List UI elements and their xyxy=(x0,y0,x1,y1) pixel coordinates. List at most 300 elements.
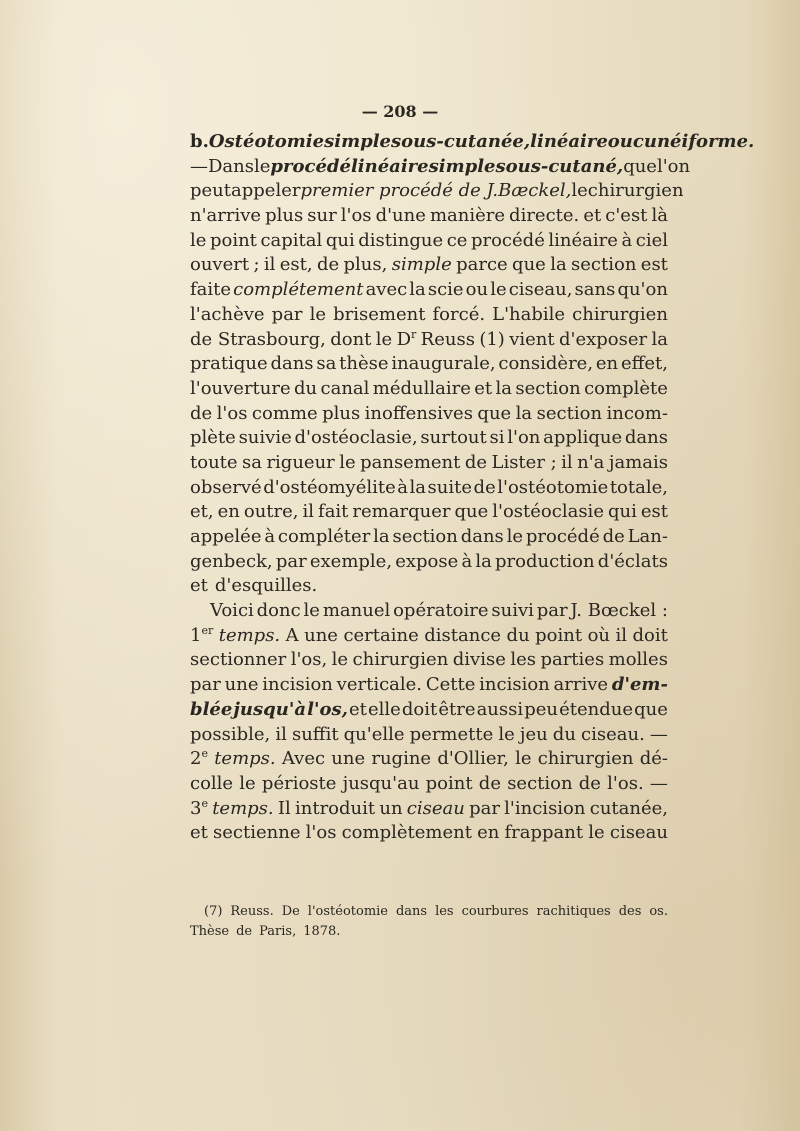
word xyxy=(410,723,494,748)
word-text: qui xyxy=(325,229,355,251)
word xyxy=(190,402,212,427)
word xyxy=(291,648,328,673)
word xyxy=(303,500,315,525)
word xyxy=(366,278,408,303)
word-text: en xyxy=(477,822,500,844)
word xyxy=(373,377,471,402)
word-text: Il xyxy=(277,797,291,819)
word-text: d'exposer xyxy=(558,328,648,350)
word xyxy=(596,352,618,377)
word-text: point xyxy=(209,229,257,251)
word-text: considère, xyxy=(498,353,594,375)
word xyxy=(540,648,604,673)
word xyxy=(295,797,375,822)
word-text: chirurgien xyxy=(572,303,668,325)
word xyxy=(651,328,668,353)
word xyxy=(244,500,299,525)
word-text: colle xyxy=(190,772,234,794)
word-text: d'une xyxy=(375,205,426,227)
line-17 xyxy=(190,525,668,550)
word xyxy=(616,624,628,649)
word xyxy=(253,253,259,278)
word xyxy=(263,476,396,501)
word xyxy=(306,821,337,846)
word xyxy=(650,723,668,748)
word xyxy=(583,204,601,229)
word xyxy=(391,130,530,155)
word xyxy=(571,179,587,204)
word-text: sectienne xyxy=(213,822,301,844)
word-text: Bæckel, xyxy=(498,180,572,202)
word xyxy=(561,451,573,476)
word xyxy=(438,698,475,723)
word-text: 2 xyxy=(190,748,202,770)
word-text: appelée xyxy=(190,526,262,547)
word xyxy=(190,922,229,942)
word xyxy=(634,698,668,723)
word-text: le xyxy=(190,229,207,251)
word-text: Cette xyxy=(425,674,476,696)
word xyxy=(479,772,501,797)
word xyxy=(190,328,326,353)
word xyxy=(317,253,339,278)
word-text: ciseau xyxy=(406,797,465,819)
word xyxy=(490,426,505,451)
word-text: Thèse xyxy=(190,924,230,939)
word xyxy=(396,902,427,922)
word xyxy=(430,204,505,229)
word xyxy=(461,525,504,550)
word xyxy=(490,278,506,303)
word-text: l'ostéoclasie xyxy=(492,501,604,523)
word-text: que xyxy=(634,698,668,720)
word-text: Dans xyxy=(208,155,254,177)
word xyxy=(509,328,554,353)
word xyxy=(190,377,291,402)
word-text: l'achève xyxy=(190,303,265,325)
word xyxy=(465,451,487,476)
word xyxy=(530,130,608,155)
word-text: du xyxy=(506,624,530,646)
word xyxy=(492,500,604,525)
word-text: le xyxy=(571,180,588,202)
word-text: sur xyxy=(307,205,337,227)
word-text: qui xyxy=(607,501,637,523)
word xyxy=(650,772,668,797)
word xyxy=(584,377,668,402)
word xyxy=(264,253,276,278)
word-text: plus xyxy=(322,402,361,424)
word xyxy=(537,402,602,427)
word xyxy=(588,179,684,204)
word-text: divise xyxy=(452,649,506,671)
word-text: donc xyxy=(256,600,301,622)
word xyxy=(294,426,417,451)
word xyxy=(477,402,511,427)
line-02 xyxy=(190,155,691,180)
line-15 xyxy=(190,476,668,501)
word-text: linéaire xyxy=(530,131,608,152)
line-04 xyxy=(190,204,668,229)
word-text: où xyxy=(587,624,611,646)
line-16 xyxy=(190,500,668,525)
word xyxy=(292,723,339,748)
word-text: pansement xyxy=(360,451,461,473)
word xyxy=(190,525,262,550)
word xyxy=(537,599,568,624)
word xyxy=(543,426,622,451)
word xyxy=(321,377,370,402)
word-text: possible, xyxy=(190,723,271,745)
word-text: chirurgien xyxy=(537,748,634,770)
word-text: que xyxy=(477,402,512,424)
word xyxy=(323,599,390,624)
word-text: n'arrive xyxy=(190,205,262,227)
word-text: complète xyxy=(584,377,668,399)
word xyxy=(262,673,333,698)
superscript: er xyxy=(201,623,214,637)
word xyxy=(491,451,556,476)
word xyxy=(318,500,348,525)
word xyxy=(453,648,506,673)
word xyxy=(264,525,275,550)
word-text: que xyxy=(454,501,489,523)
word xyxy=(304,599,320,624)
word-text: avec xyxy=(365,279,408,301)
word-text: de xyxy=(464,451,488,473)
word-text: canal xyxy=(320,377,370,399)
word xyxy=(341,204,372,229)
word-text: directe. xyxy=(509,205,580,227)
word xyxy=(395,550,458,575)
superscript: e xyxy=(201,747,208,761)
footnote xyxy=(190,902,668,942)
word-text: qu'on xyxy=(617,279,668,301)
word xyxy=(270,155,351,180)
word xyxy=(537,902,611,922)
word xyxy=(332,648,348,673)
word xyxy=(190,797,208,822)
word xyxy=(331,747,365,772)
word-text: l'os xyxy=(216,402,248,424)
word xyxy=(209,130,324,155)
word-text: dont xyxy=(330,328,372,350)
word xyxy=(575,278,616,303)
word-text: complètement xyxy=(341,822,472,844)
word-text: jeu xyxy=(519,723,548,745)
word xyxy=(609,648,668,673)
word xyxy=(242,451,262,476)
line-20 xyxy=(190,599,668,624)
word xyxy=(572,303,668,328)
word-text: sans xyxy=(574,279,616,301)
word-text: la xyxy=(515,402,533,424)
word-text: distance xyxy=(424,624,502,646)
word xyxy=(426,772,473,797)
word xyxy=(260,229,322,254)
word-text: plus xyxy=(265,205,304,227)
word xyxy=(447,229,468,254)
line-09 xyxy=(190,328,668,353)
word xyxy=(619,902,642,922)
line-05 xyxy=(190,229,668,254)
word xyxy=(286,624,299,649)
word-text: peu xyxy=(524,698,559,720)
word xyxy=(278,797,291,822)
word-text: opératoire xyxy=(393,600,489,622)
word xyxy=(512,253,546,278)
word xyxy=(265,204,303,229)
word xyxy=(304,624,338,649)
word-text: sous-cutanée, xyxy=(391,131,531,152)
word xyxy=(509,278,573,303)
word-text: section xyxy=(571,254,637,276)
word xyxy=(628,525,668,550)
word xyxy=(233,278,363,303)
line-19 xyxy=(190,574,668,599)
word xyxy=(257,599,301,624)
word xyxy=(510,648,536,673)
word xyxy=(376,204,426,229)
word-text: le xyxy=(303,600,320,622)
word xyxy=(588,624,610,649)
word xyxy=(657,155,690,180)
word xyxy=(397,328,417,353)
word xyxy=(259,922,296,942)
word-text: linéaire xyxy=(548,229,618,251)
word-text: l'os xyxy=(305,822,337,844)
line-13 xyxy=(190,426,668,451)
word xyxy=(479,328,505,353)
word xyxy=(352,500,450,525)
word xyxy=(231,179,300,204)
word-text: la xyxy=(475,550,492,572)
word xyxy=(571,253,636,278)
word-text: est xyxy=(640,501,668,523)
word-text: Voici xyxy=(210,600,254,622)
word-text: ce xyxy=(446,229,468,251)
word xyxy=(495,377,512,402)
word-text: dans xyxy=(270,353,314,375)
word xyxy=(456,253,508,278)
word-text: fait xyxy=(318,501,349,523)
word-text: la xyxy=(373,526,390,547)
word-text: introduit xyxy=(294,797,376,819)
line-08 xyxy=(190,303,668,328)
word-text: ; xyxy=(253,254,260,276)
word-text: l'os. xyxy=(607,772,644,794)
word-text: verticale. xyxy=(336,674,423,696)
word xyxy=(428,476,472,501)
word xyxy=(559,328,647,353)
word xyxy=(402,698,437,723)
word xyxy=(507,772,572,797)
word xyxy=(310,303,326,328)
word xyxy=(498,352,593,377)
word-text: section xyxy=(392,526,458,547)
word-text: (1) xyxy=(479,328,505,350)
word-text: toute xyxy=(190,451,238,473)
word-text: et xyxy=(190,822,208,844)
superscript: e xyxy=(201,796,208,810)
word xyxy=(554,673,609,698)
word xyxy=(605,204,647,229)
word xyxy=(633,130,754,155)
word xyxy=(553,723,576,748)
word xyxy=(471,229,545,254)
word xyxy=(275,723,287,748)
word xyxy=(294,377,317,402)
word-text: cutanée, xyxy=(589,797,668,819)
word xyxy=(190,550,273,575)
word-text: et xyxy=(348,698,367,720)
word xyxy=(212,797,273,822)
word xyxy=(239,772,255,797)
word-text: l'os xyxy=(340,205,372,227)
word-text: effet, xyxy=(620,353,668,375)
word xyxy=(505,821,584,846)
word xyxy=(190,204,261,229)
word-text: c'est xyxy=(605,205,648,227)
word xyxy=(272,303,303,328)
word-text: distingue xyxy=(358,229,444,251)
word-text: que xyxy=(623,155,657,177)
word xyxy=(337,673,422,698)
word xyxy=(625,426,668,451)
word xyxy=(339,352,388,377)
word-text: arrive xyxy=(553,674,609,696)
word xyxy=(371,747,431,772)
word-text: sous-cutané, xyxy=(495,155,624,177)
word xyxy=(190,130,209,155)
word-text: Avec xyxy=(281,748,326,770)
line-07 xyxy=(190,278,668,303)
word-text: si xyxy=(489,427,505,449)
word-text: — xyxy=(649,772,668,794)
word-text: la xyxy=(409,279,426,301)
word-text: point xyxy=(425,772,473,794)
word-text: section xyxy=(515,377,581,399)
word xyxy=(342,821,472,846)
word xyxy=(344,253,388,278)
word xyxy=(308,902,388,922)
word xyxy=(322,402,360,427)
word-text: dans xyxy=(395,904,428,919)
word-text: là xyxy=(651,205,668,227)
word-text: jamais xyxy=(608,451,668,473)
line-03 xyxy=(190,179,684,204)
word-text: Ostéotomie xyxy=(208,131,325,152)
word-text: incom- xyxy=(606,402,668,424)
word-text: sa xyxy=(242,451,262,473)
word xyxy=(239,426,292,451)
word xyxy=(190,352,268,377)
word xyxy=(190,179,231,204)
word xyxy=(610,476,668,501)
word xyxy=(649,902,668,922)
word-text: à xyxy=(621,229,633,251)
word xyxy=(353,648,449,673)
word xyxy=(437,747,509,772)
word-text: en xyxy=(595,353,619,375)
word-text: vient xyxy=(509,328,555,350)
word xyxy=(462,902,529,922)
word-text: un xyxy=(379,797,403,819)
word-text: genbeck, xyxy=(190,550,273,572)
word xyxy=(397,476,408,501)
word xyxy=(429,155,496,180)
word-text: comme xyxy=(251,402,318,424)
word-text: cunéiforme. xyxy=(632,131,755,152)
word xyxy=(190,278,231,303)
word xyxy=(204,902,222,922)
word-text: plus, xyxy=(343,254,388,276)
page-number: — 208 — xyxy=(361,102,439,121)
word xyxy=(252,402,318,427)
word xyxy=(474,377,492,402)
word-text: du xyxy=(294,377,318,399)
word-text: le xyxy=(588,822,605,844)
line-12 xyxy=(190,402,668,427)
word-text: compléter xyxy=(277,526,371,547)
line-11 xyxy=(190,377,668,402)
footnote-line-1 xyxy=(190,902,668,922)
word xyxy=(300,179,498,204)
word xyxy=(233,698,306,723)
word xyxy=(509,204,579,229)
word-text: l'on xyxy=(507,427,541,449)
word-text: ou xyxy=(607,131,633,152)
word-text: d'em- xyxy=(611,674,668,696)
word xyxy=(276,550,307,575)
word xyxy=(190,426,236,451)
word-text: suivie xyxy=(238,427,292,449)
word-text: et xyxy=(190,575,208,597)
word-text: production xyxy=(495,550,595,572)
word-text: ciseau. xyxy=(581,723,645,745)
word-text: la xyxy=(550,254,567,276)
word xyxy=(190,772,233,797)
word-text: ouvert xyxy=(190,254,250,276)
word-text: b. xyxy=(190,131,209,152)
word-text: procédé xyxy=(525,526,600,547)
word-text: brisement xyxy=(333,303,426,325)
word-text: temps. xyxy=(214,748,276,770)
word xyxy=(407,797,465,822)
word-text: point xyxy=(535,624,583,646)
word-text: la xyxy=(495,377,512,399)
word-text: permette xyxy=(409,723,494,745)
word xyxy=(190,747,208,772)
line-01 xyxy=(190,130,755,155)
word xyxy=(507,525,523,550)
word xyxy=(358,229,443,254)
word-text: outre, xyxy=(243,501,299,523)
word-text: le xyxy=(331,649,349,671)
word-text: d'ostéoclasie, xyxy=(294,427,418,449)
line-25 xyxy=(190,723,668,748)
word-text: suite xyxy=(427,476,473,498)
word-text: scie xyxy=(427,279,464,301)
word xyxy=(219,624,280,649)
word-text: d'éclats xyxy=(597,550,668,572)
word-text: capital xyxy=(260,229,323,251)
word-text: rugine xyxy=(371,748,432,770)
line-28 xyxy=(190,797,668,822)
word xyxy=(282,747,325,772)
word xyxy=(612,673,668,698)
word-text: à xyxy=(461,550,473,572)
